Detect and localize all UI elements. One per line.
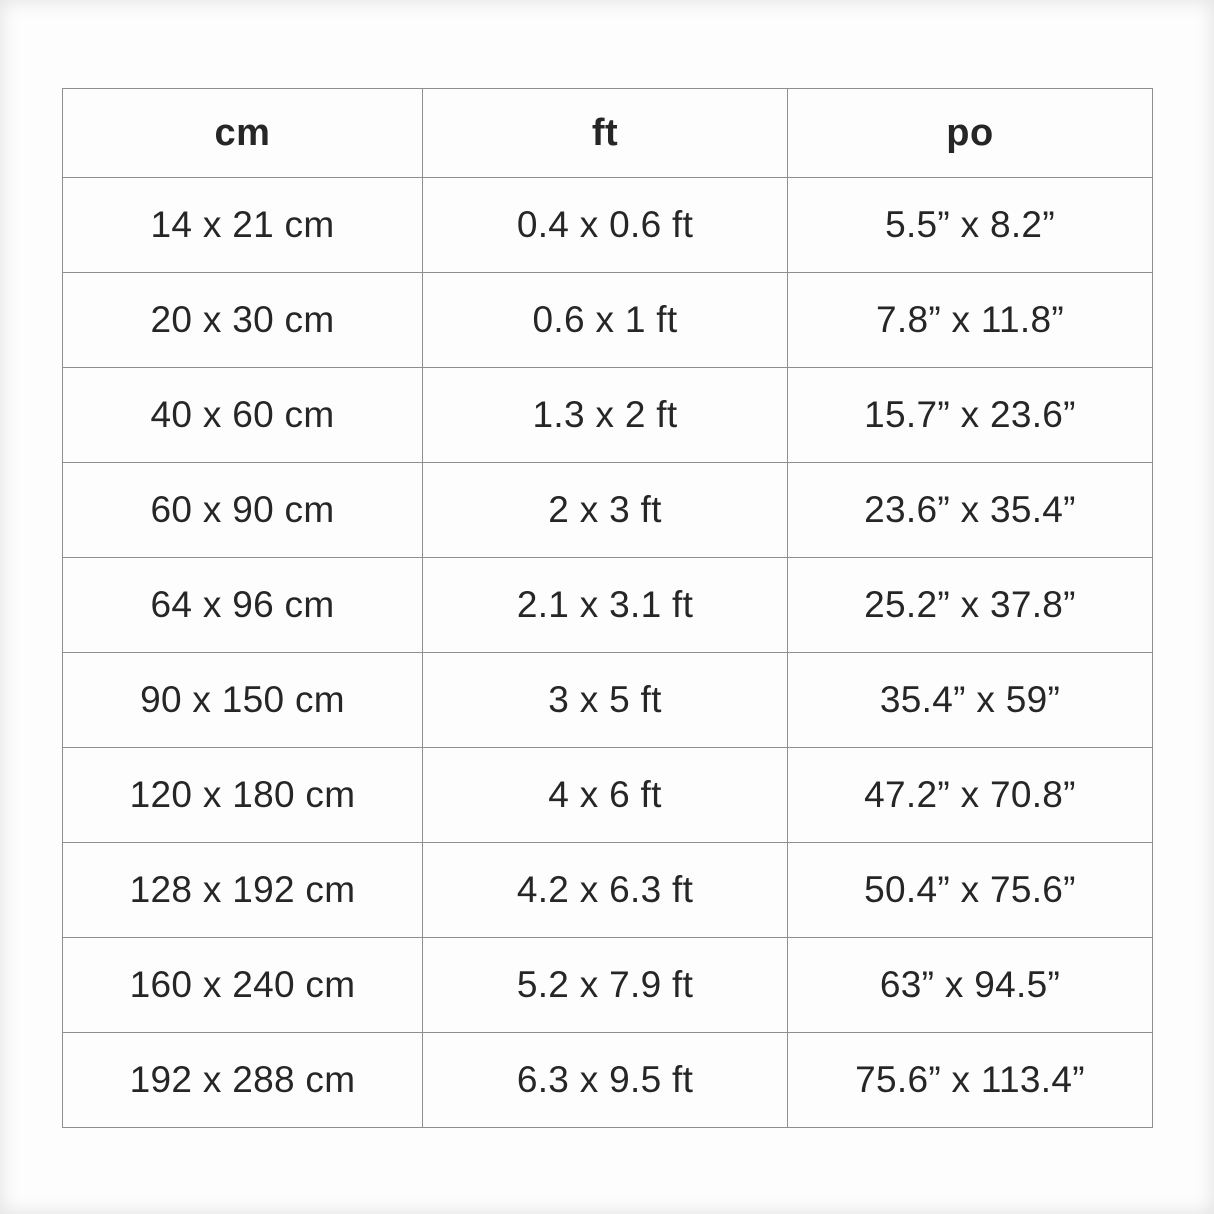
- column-header-ft: ft: [423, 89, 788, 178]
- table-cell: 90 x 150 cm: [63, 653, 423, 748]
- table-cell: 1.3 x 2 ft: [423, 368, 788, 463]
- table-row: [63, 273, 1153, 368]
- size-conversion-table: [62, 88, 1153, 1128]
- column-header-cm: cm: [63, 89, 423, 178]
- table-row: [63, 938, 1153, 1033]
- table-cell: 50.4” x 75.6”: [788, 843, 1153, 938]
- table-cell: 5.5” x 8.2”: [788, 178, 1153, 273]
- table-cell: 47.2” x 70.8”: [788, 748, 1153, 843]
- table-row: [63, 843, 1153, 938]
- table-row: [63, 178, 1153, 273]
- table-cell: 7.8” x 11.8”: [788, 273, 1153, 368]
- table-row: [63, 1033, 1153, 1128]
- table-row: [63, 558, 1153, 653]
- column-header-po: po: [788, 89, 1153, 178]
- table-cell: 23.6” x 35.4”: [788, 463, 1153, 558]
- table-cell: 40 x 60 cm: [63, 368, 423, 463]
- table-body: [63, 178, 1153, 1128]
- table-cell: 14 x 21 cm: [63, 178, 423, 273]
- table-cell: 0.6 x 1 ft: [423, 273, 788, 368]
- table-cell: 64 x 96 cm: [63, 558, 423, 653]
- table-cell: 20 x 30 cm: [63, 273, 423, 368]
- table-row: [63, 368, 1153, 463]
- table-header: [63, 89, 1153, 178]
- table-cell: 160 x 240 cm: [63, 938, 423, 1033]
- table-cell: 35.4” x 59”: [788, 653, 1153, 748]
- table-cell: 5.2 x 7.9 ft: [423, 938, 788, 1033]
- table-cell: 192 x 288 cm: [63, 1033, 423, 1128]
- table-cell: 6.3 x 9.5 ft: [423, 1033, 788, 1128]
- table-cell: 63” x 94.5”: [788, 938, 1153, 1033]
- table-cell: 60 x 90 cm: [63, 463, 423, 558]
- table-cell: 2 x 3 ft: [423, 463, 788, 558]
- table-cell: 3 x 5 ft: [423, 653, 788, 748]
- table-cell: 2.1 x 3.1 ft: [423, 558, 788, 653]
- table-row: [63, 463, 1153, 558]
- table-cell: 75.6” x 113.4”: [788, 1033, 1153, 1128]
- table-cell: 15.7” x 23.6”: [788, 368, 1153, 463]
- header-row: [63, 89, 1153, 178]
- table-cell: 120 x 180 cm: [63, 748, 423, 843]
- table-cell: 128 x 192 cm: [63, 843, 423, 938]
- table-row: [63, 653, 1153, 748]
- table-cell: 25.2” x 37.8”: [788, 558, 1153, 653]
- table-cell: 4.2 x 6.3 ft: [423, 843, 788, 938]
- table-row: [63, 748, 1153, 843]
- table-cell: 4 x 6 ft: [423, 748, 788, 843]
- table-cell: 0.4 x 0.6 ft: [423, 178, 788, 273]
